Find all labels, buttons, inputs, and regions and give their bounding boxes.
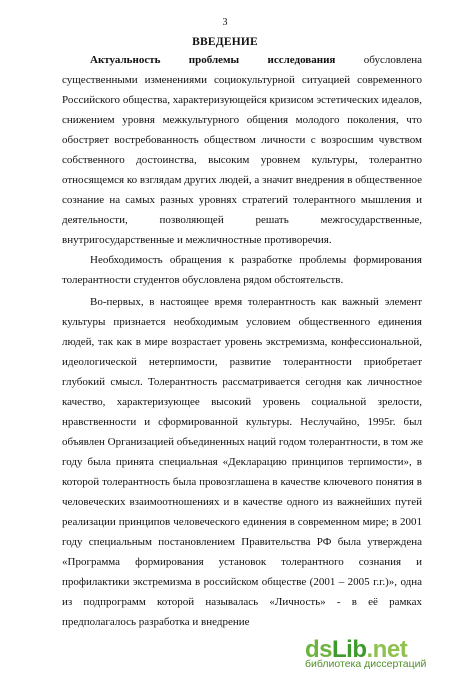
- watermark-subtitle: библиотека диссертаций: [305, 658, 427, 670]
- text-line: деятельности, позволяющей решать межгосударственные,: [62, 214, 422, 226]
- text-line: предполагалось разработка и внедрение: [62, 616, 250, 628]
- text-line: человеческих взаимоотношениях и в качестве одного из важнейших путей: [62, 496, 422, 508]
- text-line: идеологической нетерпимости, развитие толерантности приобретает: [62, 356, 422, 368]
- text-line: году специальным постановлением Правительства РФ была утверждена: [62, 536, 422, 548]
- text-line: снижением уровня межкультурного общения молодого поколения, что: [62, 114, 422, 126]
- text-line: году была принята специальная «Декларацию принципов терпимости», в: [62, 456, 422, 468]
- paragraph-firstly: [62, 292, 422, 632]
- text-line: культуры признается необходимым условием общественного единения: [62, 316, 422, 328]
- text-line: из подпрограмм которой называлась «Личность» - в её рамках: [62, 596, 422, 608]
- text-line: Российского общества, характеризующейся кризисом эстетических идеалов,: [62, 94, 422, 106]
- page-number: 3: [222, 17, 228, 28]
- logo-lib: Lib: [332, 636, 367, 663]
- text-line: нравственности и сформированной культуры. Неслучайно, 1995г. был: [62, 416, 422, 428]
- text-line: Во-первых, в настоящее время толерантность как важный элемент: [90, 296, 422, 308]
- text-line: [62, 50, 422, 70]
- paragraph-relevance: [62, 50, 422, 250]
- text-line: относящемся ко взглядам других людей, а значит внедрения в общественное: [62, 174, 422, 186]
- logo-ds: ds: [305, 636, 333, 663]
- line-rest: обусловлена: [363, 54, 423, 66]
- text-line: реализации принципов человеческого единения в современном мире; в 2001: [62, 516, 422, 528]
- text-line: Необходимость обращения к разработке проблемы формирования: [90, 254, 422, 266]
- text-line: внутригосударственные и межличностные противоречия.: [62, 234, 332, 246]
- text-line: существенными изменениями социокультурной ситуацией современного: [62, 74, 422, 86]
- text-line: толерантности студентов обусловлена рядом обстоятельств.: [62, 274, 344, 286]
- paragraph-necessity: [62, 250, 422, 290]
- bold-lead: Актуальность проблемы исследования: [90, 54, 336, 66]
- text-line: «Программа формирования установок толерантного сознания и: [62, 556, 422, 568]
- dslib-watermark: [305, 634, 447, 670]
- text-line: людей, так как в мире возрастает уровень экстремизма, конфессиональной,: [62, 336, 422, 348]
- text-line: собственного достоинства, высоким уровнем культуры, толерантно: [62, 154, 422, 166]
- text-line: профилактики экстремизма в российском обществе (2001 – 2005 г.г.)», одна: [62, 576, 422, 588]
- text-line: обостряет востребованность обществом личности с возросшим чувством: [62, 134, 422, 146]
- text-line: качество, характеризующее высокий уровень социальной зрелости,: [62, 396, 422, 408]
- text-line: глубокий смысл. Толерантность рассматривается сегодня как личностное: [62, 376, 422, 388]
- section-heading: ВВЕДЕНИЕ: [192, 36, 258, 48]
- text-line: которой толерантность была провозглашена в качестве ключевого понятия в: [62, 476, 422, 488]
- text-line: сознание на самых разных уровнях стратегий толерантного мышления и: [62, 194, 422, 206]
- text-line: объявлен Организацией объединенных наций годом толерантности, в том же: [62, 436, 424, 448]
- logo-net: .net: [366, 636, 408, 663]
